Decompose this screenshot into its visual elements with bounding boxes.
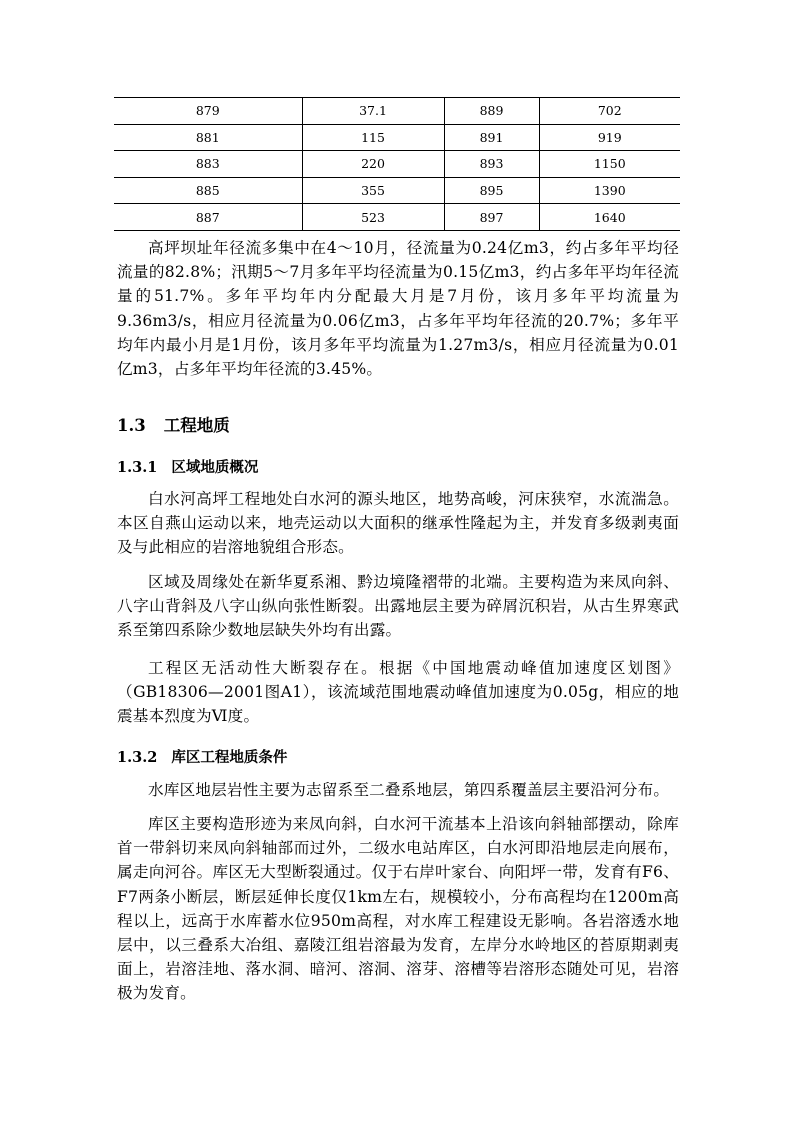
section-number: 1.3.1 bbox=[117, 459, 158, 476]
table-cell: 523 bbox=[302, 204, 444, 231]
table-cell: 891 bbox=[444, 124, 539, 151]
section-heading-1-3-2 bbox=[117, 746, 287, 767]
table-cell: 879 bbox=[114, 98, 302, 125]
table-row bbox=[114, 98, 680, 125]
table-row bbox=[114, 177, 680, 204]
table-cell: 897 bbox=[444, 204, 539, 231]
table-cell: 887 bbox=[114, 204, 302, 231]
paragraph: 工程区无活动性大断裂存在。根据《中国地震动峰值加速度区划图》（GB18306—2001图A1），该流域范围地震动峰值加速度为0.05g，相应的地震基本烈度为Ⅵ度。 bbox=[117, 659, 679, 726]
runoff-paragraph: 高坪坝址年径流多集中在4～10月，径流量为0.24亿m3，约占多年平均径流量的82.8%；汛期5～7月多年平均径流量为0.15亿m3，约占多年平均年径流量的51.7%。多年平均年内分配最大月是7月份，该月多年平均流量为9.36m3/s，相应月径流量为0.06亿m3，占多年平均年径流的20.7%；多年平均年内最小月是1月份，该月多年平均流量为1.27m3/s，相应月径流量为0.01亿m3，占多年平均年径流的3.45%。 bbox=[117, 239, 679, 379]
section-heading-1-3-1 bbox=[117, 456, 258, 477]
table-row bbox=[114, 124, 680, 151]
paragraph: 白水河高坪工程地处白水河的源头地区，地势高峻，河床狭窄，水流湍急。本区自燕山运动以来，地壳运动以大面积的继承性隆起为主，并发育多级剥夷面及与此相应的岩溶地貌组合形态。 bbox=[117, 490, 679, 557]
table-cell: 1150 bbox=[539, 151, 680, 178]
table-cell: 702 bbox=[539, 98, 680, 125]
table-cell: 885 bbox=[114, 177, 302, 204]
section-number: 1.3 bbox=[117, 416, 146, 435]
paragraph: 水库区地层岩性主要为志留系至二叠系地层，第四系覆盖层主要沿河分布。 bbox=[148, 781, 670, 799]
table-cell: 893 bbox=[444, 151, 539, 178]
table-cell: 1390 bbox=[539, 177, 680, 204]
section-title: 工程地质 bbox=[163, 416, 230, 435]
table-cell: 37.1 bbox=[302, 98, 444, 125]
table-row bbox=[114, 204, 680, 231]
section-number: 1.3.2 bbox=[117, 749, 158, 766]
table-cell: 881 bbox=[114, 124, 302, 151]
table-cell: 883 bbox=[114, 151, 302, 178]
table-row bbox=[114, 151, 680, 178]
table-cell: 355 bbox=[302, 177, 444, 204]
table-cell: 919 bbox=[539, 124, 680, 151]
section-title: 库区工程地质条件 bbox=[171, 749, 288, 766]
table-cell: 889 bbox=[444, 98, 539, 125]
table-cell: 115 bbox=[302, 124, 444, 151]
table-cell: 895 bbox=[444, 177, 539, 204]
table-cell: 1640 bbox=[539, 204, 680, 231]
paragraph: 区域及周缘处在新华夏系湘、黔边境隆褶带的北端。主要构造为来凤向斜、八字山背斜及八字山纵向张性断裂。出露地层主要为碎屑沉积岩，从古生界寒武系至第四系除少数地层缺失外均有出露。 bbox=[117, 573, 679, 640]
table-cell: 220 bbox=[302, 151, 444, 178]
runoff-table bbox=[114, 97, 680, 231]
section-title: 区域地质概况 bbox=[171, 459, 259, 476]
section-heading-1-3 bbox=[117, 412, 230, 436]
paragraph: 库区主要构造形迹为来凤向斜，白水河干流基本上沿该向斜轴部摆动，除库首一带斜切来凤向斜轴部而过外，二级水电站库区，白水河即沿地层走向展布，属走向河谷。库区无大型断裂通过。仅于右岸叶家台、向阳坪一带，发育有F6、F7两条小断层，断层延伸长度仅1km左右，规模较小，分布高程均在1200m高程以上，远高于水库蓄水位950m高程，对水库工程建设无影响。各岩溶透水地层中，以三叠系大冶组、嘉陵江组岩溶最为发育，左岸分水岭地区的苔原期剥夷面上，岩溶洼地、落水洞、暗河、溶洞、溶芽、溶槽等岩溶形态随处可见，岩溶极为发育。 bbox=[117, 815, 679, 1003]
